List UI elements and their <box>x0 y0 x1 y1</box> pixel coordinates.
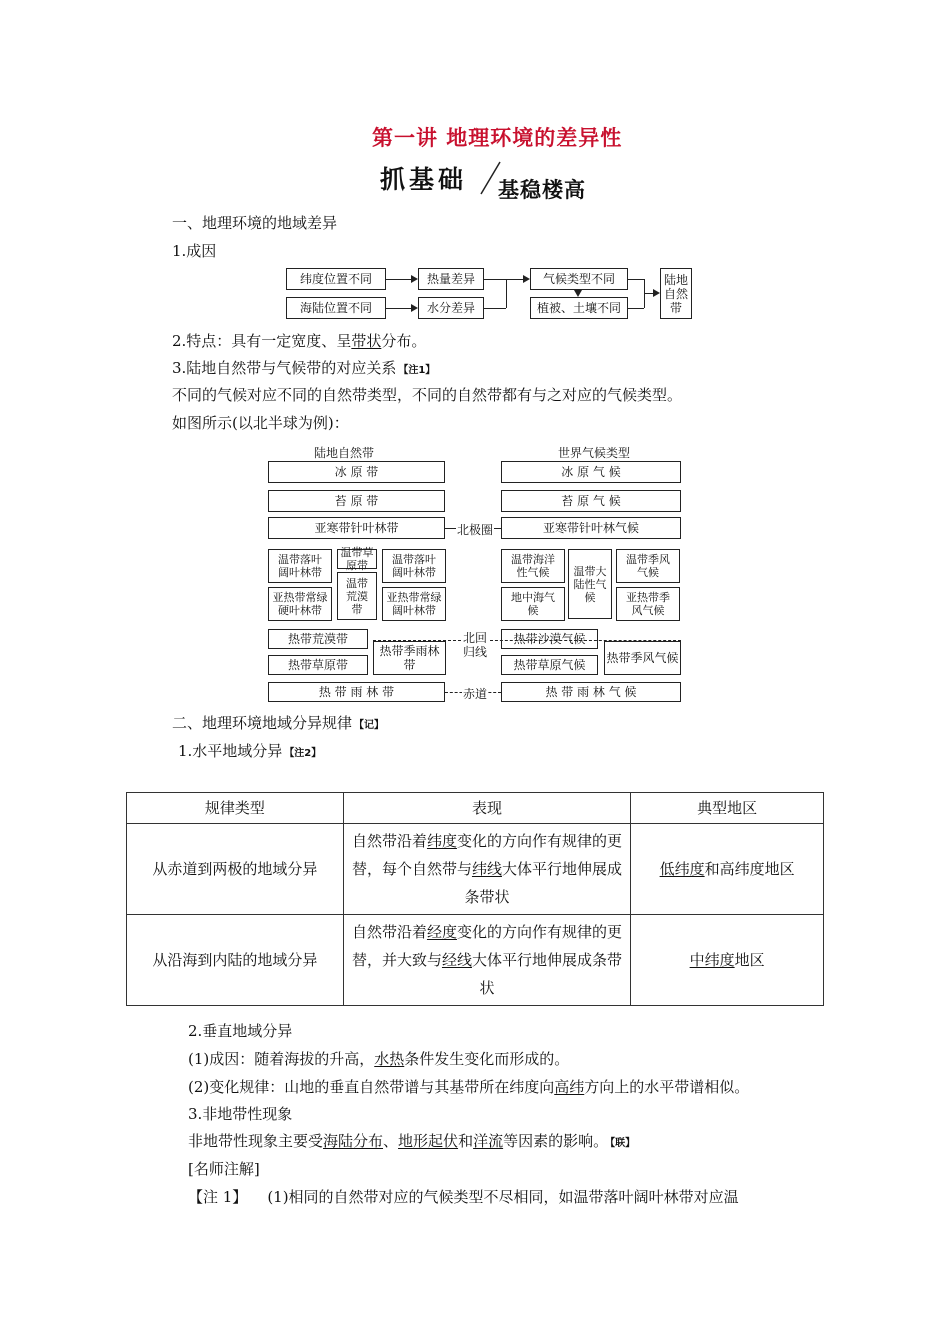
flow-natural-belt: 陆地自然带 <box>660 268 692 319</box>
trop-grass-climate: 热带草原气候 <box>501 655 598 675</box>
moss-climate: 苔 原 气 候 <box>501 490 681 512</box>
rainforest-climate: 热 带 雨 林 气 候 <box>501 682 681 702</box>
cause-heading: 1.成因 <box>172 242 217 260</box>
vertical-rule: (2)变化规律：山地的垂直自然带谱与其基带所在纬度向高纬方向上的水平带谱相似。 <box>188 1078 750 1096</box>
right-header: 世界气候类型 <box>558 446 631 460</box>
subtrop-sclerophyll-belt: 亚热带常绿硬叶林带 <box>268 587 332 621</box>
tropic-label: 北回归线 <box>462 631 487 659</box>
section1-heading: 一、地理环境的地域差异 <box>172 214 338 232</box>
temp-monsoon-climate: 温带季风气候 <box>616 549 680 583</box>
temp-desert-belt: 温带荒漠带 <box>337 572 377 620</box>
banner-main: 抓基础 <box>380 165 468 194</box>
section2-heading: 二、地理环境地域分异规律 【记】 <box>172 714 385 732</box>
subtrop-monsoon-climate: 亚热带季风气候 <box>616 587 680 621</box>
note-tag: 【注2】 <box>284 748 322 759</box>
relation-heading: 3.陆地自然带与气候带的对应关系 【注1】 <box>172 359 436 377</box>
note1-text: (1)相同的自然带对应的气候类型不尽相同，如温带落叶阔叶林带对应温 <box>267 1188 739 1206</box>
temp-marine-climate: 温带海洋性气候 <box>501 549 565 583</box>
table-header: 规律类型 <box>127 793 344 824</box>
left-header: 陆地自然带 <box>314 446 375 460</box>
relation-text: 不同的气候对应不同的自然带类型，不同的自然带都有与之对应的气候类型。 <box>172 386 683 404</box>
ice-climate: 冰 原 气 候 <box>501 461 681 483</box>
trop-monsoon-forest-belt: 热带季雨林带 <box>373 641 446 675</box>
rule-description: 自然带沿着经度变化的方向作有规律的更替，并大致与经线大体平行地伸展成条带状 <box>343 915 631 1006</box>
mediterranean-climate: 地中海气候 <box>501 587 565 621</box>
trop-monsoon-climate: 热带季风气候 <box>604 641 681 675</box>
arrow-icon <box>411 304 418 312</box>
page-title: 第一讲 地理环境的差异性 <box>372 126 623 150</box>
flow-latitude: 纬度位置不同 <box>286 268 386 290</box>
memo-tag: 【记】 <box>354 720 385 731</box>
azonal-text: 非地带性现象主要受海陆分布、地形起伏和洋流等因素的影响。 【联】 <box>188 1132 636 1150</box>
temp-grass-belt: 温带草原带 <box>337 549 377 569</box>
trop-desert-climate: 热带沙漠气候 <box>501 629 598 649</box>
arrow-icon <box>411 275 418 283</box>
table-row <box>127 824 824 915</box>
azonal-heading: 3.非地带性现象 <box>188 1105 293 1123</box>
arrow-icon <box>653 289 660 297</box>
flow-landsea: 海陆位置不同 <box>286 297 386 319</box>
table-header-row <box>127 793 824 824</box>
table-row <box>127 915 824 1006</box>
differentiation-table <box>126 792 824 1006</box>
taiga-climate: 亚寒带针叶林气候 <box>501 517 681 539</box>
tundra-belt: 冰 原 带 <box>268 461 445 483</box>
rule-type: 从沿海到内陆的地域分异 <box>127 915 344 1006</box>
moss-belt: 苔 原 带 <box>268 490 445 512</box>
rule-type: 从赤道到两极的地域分异 <box>127 824 344 915</box>
temp-decid-belt-a: 温带落叶阔叶林带 <box>268 549 332 583</box>
banner-sub: 基稳楼高 <box>498 178 586 202</box>
note1 <box>188 1186 739 1207</box>
table-header: 典型地区 <box>631 793 824 824</box>
temp-decid-belt-b: 温带落叶阔叶林带 <box>382 549 446 583</box>
figure-caption: 如图所示(以北半球为例)： <box>172 414 349 432</box>
rainforest-belt: 热 带 雨 林 带 <box>268 682 445 702</box>
arrow-down-icon <box>574 290 582 297</box>
taiga-belt: 亚寒带针叶林带 <box>268 517 445 539</box>
flow-heat: 热量差异 <box>418 268 484 290</box>
arrow-icon <box>523 275 530 283</box>
table-header: 表现 <box>343 793 631 824</box>
feature-line: 2.特点：具有一定宽度、呈带状分布。 <box>172 332 427 350</box>
notes-heading: [名师注解] <box>188 1160 260 1178</box>
flow-vegetation: 植被、土壤不同 <box>530 297 628 319</box>
flow-climate: 气候类型不同 <box>530 268 628 290</box>
trop-desert-belt: 热带荒漠带 <box>268 629 368 649</box>
typical-region: 低纬度和高纬度地区 <box>631 824 824 915</box>
vertical-heading: 2.垂直地域分异 <box>188 1022 293 1040</box>
temp-continental-climate: 温带大陆性气候 <box>568 549 612 619</box>
subtrop-evergreen-belt: 亚热带常绿阔叶林带 <box>382 587 446 621</box>
equator-label: 赤道 <box>463 687 488 701</box>
flow-water: 水分差异 <box>418 297 484 319</box>
horizontal-heading: 1.水平地域分异 【注2】 <box>178 742 322 760</box>
note1-label: 【注 1】 <box>188 1188 248 1206</box>
vertical-cause: (1)成因：随着海拔的升高，水热条件发生变化而形成的。 <box>188 1050 570 1068</box>
note-tag: 【注1】 <box>398 365 436 376</box>
trop-grass-belt: 热带草原带 <box>268 655 368 675</box>
rule-description: 自然带沿着纬度变化的方向作有规律的更替，每个自然带与纬线大体平行地伸展成条带状 <box>343 824 631 915</box>
link-tag: 【联】 <box>610 1138 636 1149</box>
arctic-circle-label: 北极圈 <box>457 523 494 537</box>
typical-region: 中纬度地区 <box>631 915 824 1006</box>
